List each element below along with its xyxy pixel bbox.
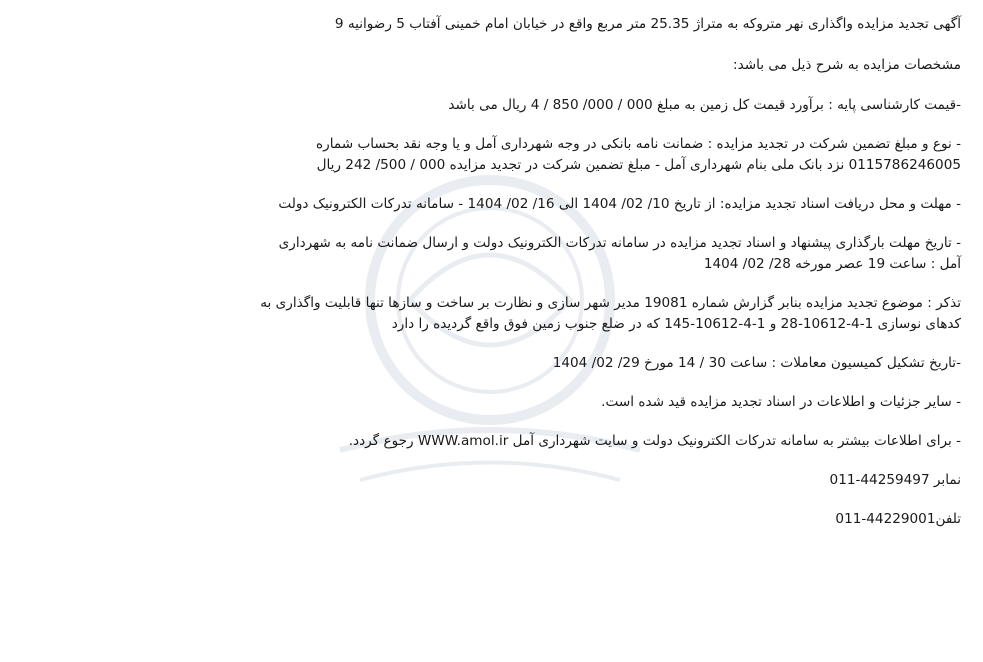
- guarantee-paragraph: [38, 134, 961, 176]
- note-line-2: کدهای نوسازی 1-4-10612-28 و 1-4-10612-145 که در ضلع جنوب زمین فوق واقع گردیده را دارد: [391, 316, 961, 332]
- commission-date-line: -تاریخ تشکیل کمیسیون معاملات : ساعت 30 / 14 مورخ 29/ 02/ 1404: [552, 355, 961, 371]
- submission-line-2: آمل : ساعت 19 عصر مورخه 28/ 02/ 1404: [703, 256, 961, 272]
- note-paragraph: [38, 293, 961, 335]
- guarantee-line-1: - نوع و مبلغ تضمین شرکت در تجدید مزایده : ضمانت نامه بانکی در وجه شهرداری آمل و یا وجه نقد بحساب شماره: [316, 136, 961, 152]
- base-price-line: -قیمت کارشناسی پایه : برآورد قیمت کل زمین به مبلغ 000 / 000/ 850 / 4 ریال می باشد: [448, 97, 961, 113]
- announcement-body: [38, 14, 961, 530]
- submission-line-1: - تاریخ مهلت بارگذاری پیشنهاد و اسناد تجدید مزایده در سامانه تدرکات الکترونیک دولت و ارسال ضمانت نامه به شهرداری: [278, 235, 961, 251]
- more-info-line: - برای اطلاعات بیشتر به سامانه تدرکات الکترونیک دولت و سایت شهرداری آمل WWW.amol.ir رجوع گردد.: [348, 433, 961, 449]
- fax-line: نمابر 44259497-011: [829, 472, 961, 488]
- documents-deadline-line: - مهلت و محل دریافت اسناد تجدید مزایده: از تاریخ 10/ 02/ 1404 الی 16/ 02/ 1404 - سامانه تدرکات الکترونیک دولت: [278, 196, 961, 212]
- submission-paragraph: [38, 233, 961, 275]
- other-details-line: - سایر جزئیات و اطلاعات در اسناد تجدید مزایده قید شده است.: [601, 394, 961, 410]
- guarantee-line-2: 0115786246005 نزد بانک ملی بنام شهرداری آمل - مبلغ تضمین شرکت در تجدید مزایده 000 / 500/ 242 ریال: [316, 157, 961, 173]
- note-line-1: تذکر : موضوع تجدید مزایده بنابر گزارش شماره 19081 مدیر شهر سازی و نظارت بر ساخت و سازها تنها قابلیت واگذاری به: [260, 295, 961, 311]
- announcement-title: آگهی تجدید مزایده واگذاری نهر متروکه به متراژ 25.35 متر مربع واقع در خیابان امام خمینی آفتاب 5 رضوانیه 9: [334, 16, 961, 32]
- intro-line: مشخصات مزایده به شرح ذیل می باشد:: [733, 57, 961, 73]
- phone-line: تلفن44229001-011: [835, 511, 961, 527]
